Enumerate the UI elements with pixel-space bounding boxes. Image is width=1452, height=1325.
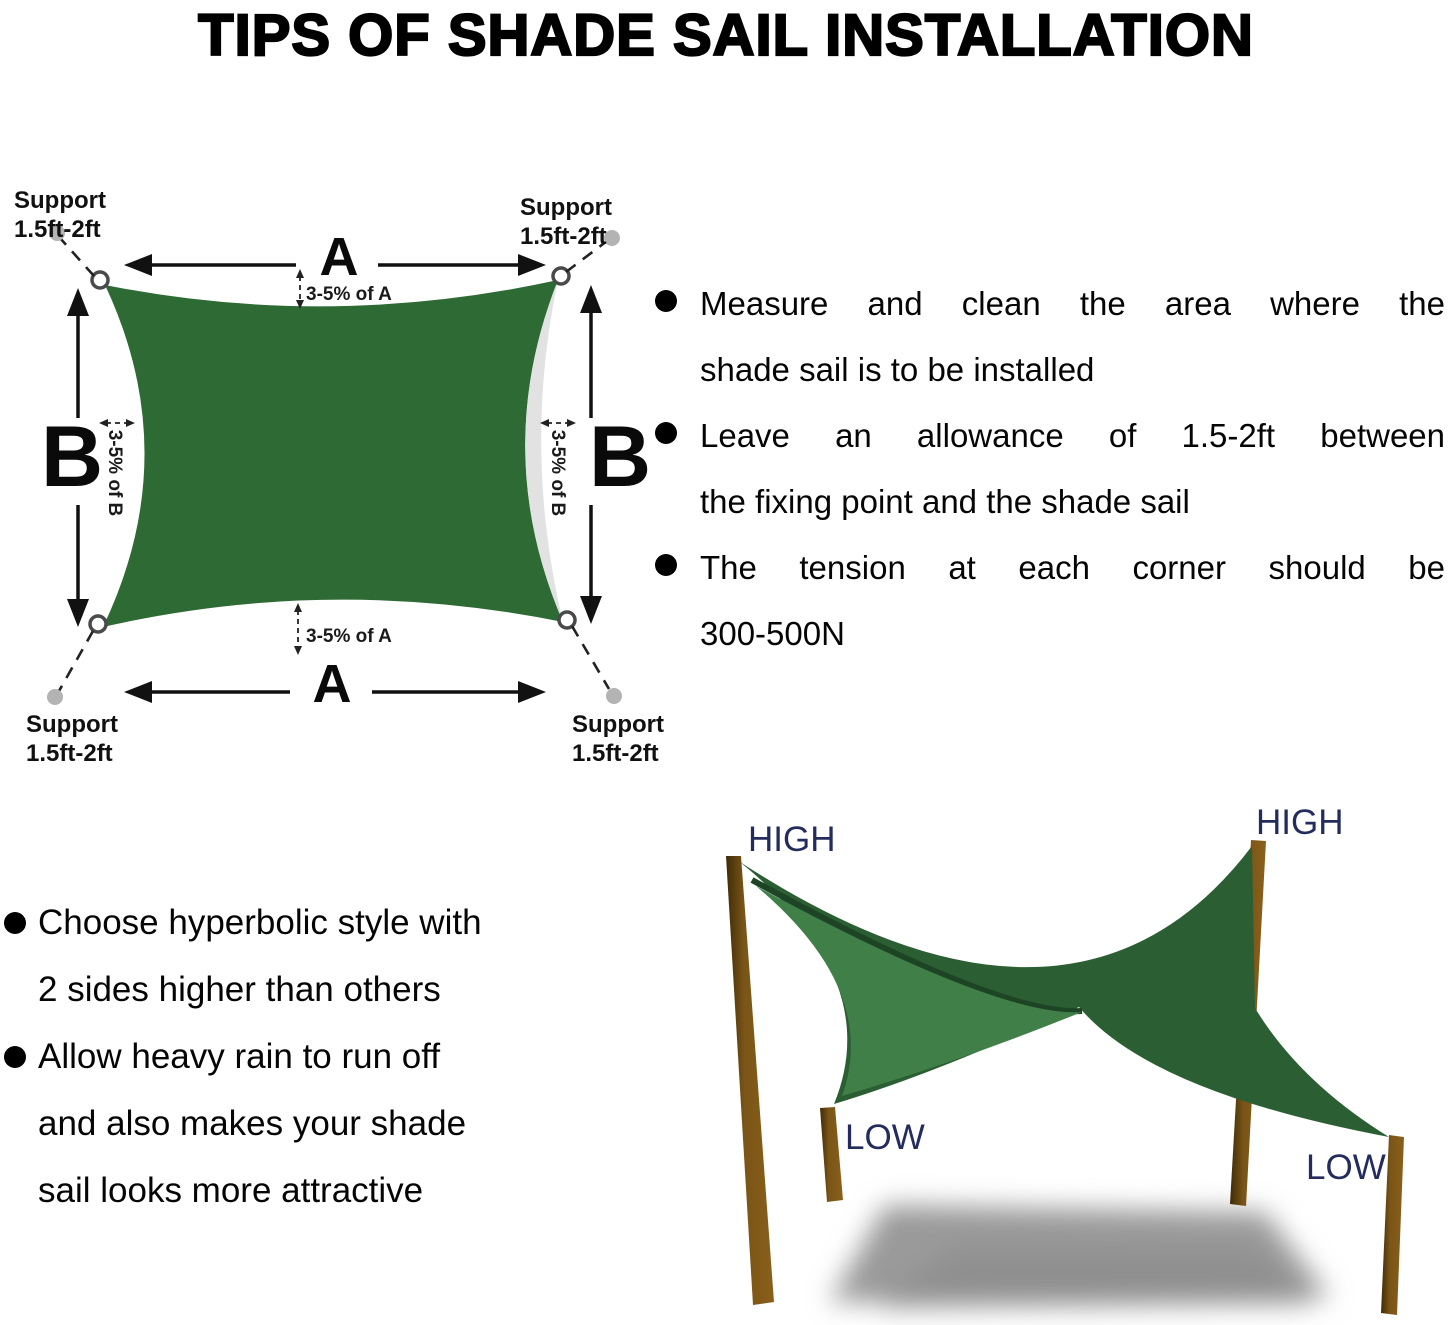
support-label-line1: Support bbox=[572, 711, 664, 738]
tip-line: Allow heavy rain to run off bbox=[38, 1037, 441, 1076]
high-label-right: HIGH bbox=[1256, 803, 1344, 842]
support-label-line2: 1.5ft-2ft bbox=[572, 740, 659, 767]
tip-line: sail looks more attractive bbox=[38, 1171, 424, 1210]
support-label-line1: Support bbox=[520, 194, 612, 221]
post-high-left bbox=[726, 856, 774, 1305]
support-label-line2: 1.5ft-2ft bbox=[14, 216, 101, 243]
sail-shape bbox=[103, 280, 563, 627]
pct-b-right-label: 3-5% of B bbox=[547, 429, 568, 517]
tip-line: 2 sides higher than others bbox=[38, 970, 441, 1009]
pct-a-bottom-label: 3-5% of A bbox=[306, 626, 392, 647]
tip-line: Choose hyperbolic style with bbox=[38, 903, 482, 942]
bullet-dot bbox=[655, 290, 677, 312]
high-label-left: HIGH bbox=[748, 820, 836, 859]
tip-line: Measure and clean the area where the bbox=[700, 285, 1445, 322]
tip-line: 300-500N bbox=[700, 615, 845, 652]
tip-line: and also makes your shade bbox=[38, 1104, 467, 1143]
bullet-dot bbox=[655, 422, 677, 444]
bullet-dot bbox=[4, 912, 26, 934]
tip-line: The tension at each corner should be bbox=[700, 549, 1445, 586]
dim-label-a-top: A bbox=[319, 227, 359, 287]
page-title: TIPS OF SHADE SAIL INSTALLATION bbox=[198, 3, 1254, 68]
support-label-line1: Support bbox=[26, 711, 118, 738]
support-label-line2: 1.5ft-2ft bbox=[520, 223, 607, 250]
tip-line: shade sail is to be installed bbox=[700, 351, 1095, 388]
support-label-bottom-right bbox=[572, 710, 664, 768]
bullet-dot bbox=[4, 1046, 26, 1068]
support-label-top-left bbox=[14, 186, 106, 244]
support-label-bottom-left bbox=[26, 710, 118, 768]
support-label-line2: 1.5ft-2ft bbox=[26, 740, 113, 767]
sail-dark-face bbox=[740, 846, 1389, 1137]
support-label-line1: Support bbox=[14, 187, 106, 214]
low-label-right: LOW bbox=[1306, 1148, 1386, 1187]
ground-shadow bbox=[830, 1205, 1330, 1307]
pct-a-top-label: 3-5% of A bbox=[306, 284, 392, 305]
post-low-left bbox=[820, 1107, 843, 1202]
bullet-dot bbox=[655, 554, 677, 576]
pct-b-left-label: 3-5% of B bbox=[104, 429, 125, 517]
low-label-left: LOW bbox=[845, 1118, 925, 1157]
support-label-top-right bbox=[520, 193, 612, 251]
tip-line: the fixing point and the shade sail bbox=[700, 483, 1190, 520]
dim-label-b-left: B bbox=[40, 409, 104, 505]
tip-line: Leave an allowance of 1.5-2ft between bbox=[700, 417, 1445, 454]
dim-label-b-right: B bbox=[588, 409, 652, 505]
dim-label-a-bottom: A bbox=[312, 654, 352, 714]
hyperbolic-illustration bbox=[726, 840, 1404, 1315]
